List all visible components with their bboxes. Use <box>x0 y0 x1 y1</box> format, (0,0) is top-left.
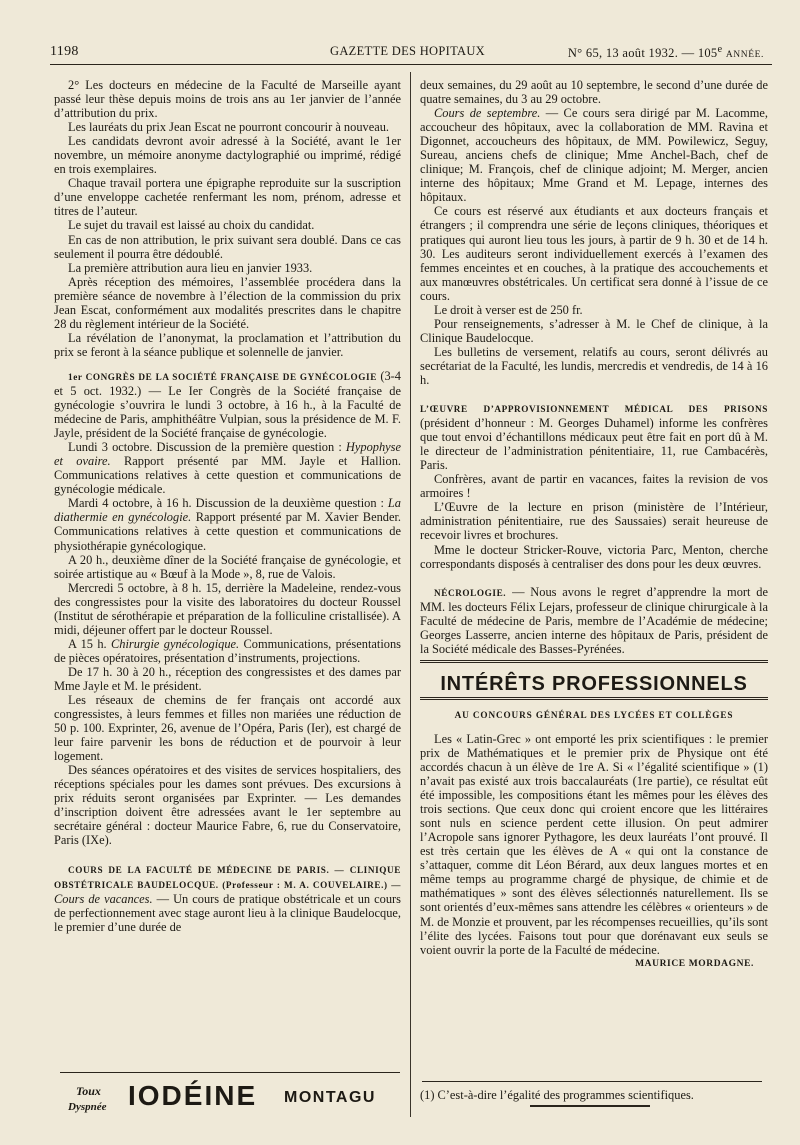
right-column <box>420 78 768 971</box>
running-header <box>30 40 770 62</box>
paragraph: Les réseaux de chemins de fer français ont accordé aux congressistes, à leurs femmes et filles non mariées une réduction de 50 p. 100. Exprinter, 26, avenue de l’Opéra, Paris (Ier), est chargé de leur faire parvenir les bons de réduction et de pourvoir à leur logement. <box>54 693 401 764</box>
paragraph: Après réception des mémoires, l’assemblée procédera dans la première séance de novembre à l’élection de la commission du prix Jean Escat, conformément aux modalités prescrites dans le chapitre 28 du règlement intérieur de la Société. <box>54 274 401 331</box>
paragraph: Le droit à verser est de 250 fr. <box>434 302 583 317</box>
paragraph: 2° Les docteurs en médecine de la Faculté de Marseille ayant passé leur thèse depuis moins de trois ans au 1er janvier de l’année d’attribution du prix. <box>54 78 401 121</box>
ad-rule <box>60 1072 400 1073</box>
paragraph: deux semaines, du 29 août au 10 septembre, le second d’une durée de quatre semaines, du 3 au 29 octobre. <box>420 78 768 107</box>
paragraph: Pour renseignements, s’adresser à M. le Chef de clinique, à la Clinique Baudelocque. <box>420 316 768 345</box>
ad-brand: IODÉINE <box>128 1080 258 1111</box>
section-rule <box>420 697 768 700</box>
paragraph: Chaque travail portera une épigraphe reproduite sur la suscription d’une enveloppe cachetée renfermant les nom, prénom, adresse et titres de l’auteur. <box>54 176 401 219</box>
issue-info: N° 65, 13 août 1932. — 105e ANNÉE. <box>567 44 764 61</box>
paragraph: La révélation de l’anonymat, la proclamation et l’attribution du prix se feront à la séance publique et solennelle de janvier. <box>54 330 401 359</box>
paragraph: Mme le docteur Stricker-Rouve, victoria Parc, Menton, cherche correspondants disposés à centraliser des dons pour les deux œuvres. <box>420 542 768 571</box>
paragraph: A 20 h., deuxième dîner de la Société française de gynécologie, et soirée artistique au « Bœuf à la Mode », 8, rue de Valois. <box>54 552 401 581</box>
paragraph: A 15 h. Chirurgie gynécologique. Communications, présentations de pièces opératoires, présentation d’instruments, projections. <box>54 636 401 665</box>
paragraph: Le sujet du travail est laissé au choix du candidat. <box>68 218 315 233</box>
congress-item: 1er CONGRÈS DE LA SOCIÉTÉ FRANÇAISE DE GYNÉCOLOGIE (3-4 et 5 oct. 1932.) — Le Ier Congrès de la Société française de gynécologie s’ouvrira le lundi 3 octobre, à 16 h., à la Faculté de médecine de Paris, amphithéâtre Vulpian, sous la présidence de M. F. Jayle, président de la Société française de gynécologie. <box>54 368 401 441</box>
footnote: (1) C’est-à-dire l’égalité des programmes scientifiques. <box>420 1088 694 1102</box>
paragraph: Cours de septembre. — Ce cours sera dirigé par M. Lacomme, accoucheur des hôpitaux, avec la collaboration de MM. Ravina et Digonnet, accoucheurs des hôpitaux, de MM. Powilewicz, Seguy, Sureau, anciens chefs de clinique; Mme Anchel-Bach, chef de clinique; M. François, chef de clinique adjoint; M. Merger, ancien interne des hôpitaux; Mme Grand et M. Lepage, internes des hôpitaux. <box>420 106 768 205</box>
header-rule <box>50 64 772 65</box>
course-item: COURS DE LA FACULTÉ DE MÉDECINE DE PARIS. — CLINIQUE OBSTÉTRICALE BAUDELOCQUE. (Professeur : M. A. COUVELAIRE.) — Cours de vacances. — Un cours de pratique obstétricale et un cours de perfectionnement avec stage auront lieu à la clinique Baudelocque, le premier d’une durée de <box>54 864 401 934</box>
section-title: INTÉRÊTS PROFESSIONNELS <box>440 672 748 695</box>
article-heading: AU CONCOURS GÉNÉRAL DES LYCÉES ET COLLÈGES <box>454 709 734 720</box>
paragraph: En cas de non attribution, le prix suivant sera doublé. Dans ce cas seulement il pourra être dédoublé. <box>54 232 401 261</box>
section-heading: 1er CONGRÈS DE LA SOCIÉTÉ FRANÇAISE DE GYNÉCOLOGIE <box>68 371 377 382</box>
section-heading: L’ŒUVRE D’APPROVISIONNEMENT MÉDICAL DES PRISONS <box>420 404 768 415</box>
oeuvre-item: L’ŒUVRE D’APPROVISIONNEMENT MÉDICAL DES PRISONS (président d’honneur : M. Georges Duhamel) informe les confrères que tout envoi d’échantillons médicaux peut être fait en port dû à M. le directeur de l’administration pénitentiaire, 11, rue Cambacérès, Paris. <box>420 404 768 473</box>
paragraph: Mardi 4 octobre, à 16 h. Discussion de la deuxième question : La diathermie en gynécologie. Rapport présenté par M. Xavier Bender. Communications relatives à cette question et communications de physiothérapie gynécologique. <box>54 496 401 553</box>
column-divider <box>410 72 411 1117</box>
page-number: 1198 <box>50 44 79 59</box>
left-column <box>54 78 401 934</box>
paragraph: Mercredi 5 octobre, à 8 h. 15, derrière la Madeleine, rendez-vous des congressistes pour la visite des laboratoires du docteur Roussel (Institut de sérothérapie et préparation de la folliculine cristallisée). A midi, déjeuner offert par le docteur Roussel. <box>54 580 401 637</box>
paragraph: Ce cours est réservé aux étudiants et aux docteurs français et étrangers ; il comprendra une série de leçons cliniques, théoriques et pratiques qui auront lieu tous les jours, à partir de 9 h. 30 et de 14 h. 30. Les auditeurs seront individuellement exercés à l’examen des femmes enceintes et en couches, à la pratique des accouchements et aux manœuvres obstétricales. Un certificat sera donné à l’issue de ce cours. <box>420 204 768 303</box>
signature: MAURICE MORDAGNE. <box>635 958 754 969</box>
advertisement: Toux Dyspnée IODÉINE MONTAGU <box>68 1080 376 1113</box>
paragraph: L’Œuvre de la lecture en prison (ministère de l’Intérieur, administration pénitentiaire, rue des Saussaies) serait heureuse de recevoir livres et brochures. <box>420 500 768 543</box>
paragraph: Les bulletins de versement, relatifs au cours, seront délivrés au secrétariat de la Faculté, les lundis, mercredis et vendredis, de 14 à 16 h. <box>420 344 768 387</box>
section-rule <box>420 660 768 663</box>
footnote-ornament <box>530 1105 650 1107</box>
paragraph: De 17 h. 30 à 20 h., réception des congressistes et des dames par Mme Jayle et M. le président. <box>54 664 401 693</box>
section-heading: NÉCROLOGIE. <box>434 587 507 598</box>
paragraph: Lundi 3 octobre. Discussion de la première question : Hypophyse et ovaire. Rapport présenté par MM. Jayle et Hallion. Communications relatives à cette question et communications de gynécologie médicale. <box>54 440 401 497</box>
paragraph: Confrères, avant de partir en vacances, faites la revision de vos armoires ! <box>420 472 768 501</box>
journal-title: GAZETTE DES HOPITAUX <box>330 44 485 58</box>
section-heading: COURS DE LA FACULTÉ DE MÉDECINE DE PARIS. — <box>68 864 345 875</box>
paragraph: La première attribution aura lieu en janvier 1933. <box>68 260 313 275</box>
necrology-item: NÉCROLOGIE. — Nous avons le regret d’apprendre la mort de MM. les docteurs Félix Lejars, professeur de clinique chirurgicale à la Faculté de médecine de Paris, membre de l’Académie de médecine; Georges Lasserre, ancien interne des hôpitaux de Paris, président de la Société médicale des Basses-Pyrénées. <box>420 584 768 656</box>
paragraph: Les lauréats du prix Jean Escat ne pourront concourir à nouveau. <box>68 120 390 135</box>
footnote-rule <box>422 1081 762 1082</box>
paragraph: Des séances opératoires et des visites de services hospitaliers, des réceptions spéciales pour les dames sont prévues. Des excursions à prix réduits seront organisées par Exprinter. — Les demandes d’inscription doivent être adressées avant le 1er septembre au secrétaire général : docteur Maurice Fabre, 6, rue du Conservatoire, Paris (IXe). <box>54 763 401 848</box>
ad-maker: MONTAGU <box>284 1089 376 1106</box>
paragraph: Les candidats devront avoir adressé à la Société, avant le 1er novembre, un mémoire anonyme dactylographié ou imprimé, rédigé en trois exemplaires. <box>54 134 401 177</box>
paragraph: Les « Latin-Grec » ont emporté les prix scientifiques : le premier prix de Mathématiques et le premier prix de Physique ont été accordés chacun à un élève de 1re A. Si « l’égalité scientifique » (1) n’avait pas existé aux trois baccalauréats (1re partie), ce résultat eût été impossible, les compositions étant les mêmes pour les élèves des trois sections. Que ceux donc qui croient encore que les littéraires sont nuls en science perdent cette illusion. On peut admirer l’Acropole sans ignorer Pythagore, les deux lauréats l’ont prouvé. Il est très certain que les élèves de A « qui ont la constance de s’attaquer, comme dit Léon Bérard, aux deux langues mortes et en même temps au programme chargé de physique, de chimie et de mathématiques » sont des élèves sélectionnés naturellement. Ils se sont orientés d’eux-mêmes sans attendre les célèbres « orienteurs » de M. de Monzie et prouvent, par les récompenses recueillies, qu’ils sont l’élite des lycées. Faisons tout pour que dorénavant eux seuls se voient ouvrir la porte de la Faculté de médecine. <box>420 731 768 957</box>
